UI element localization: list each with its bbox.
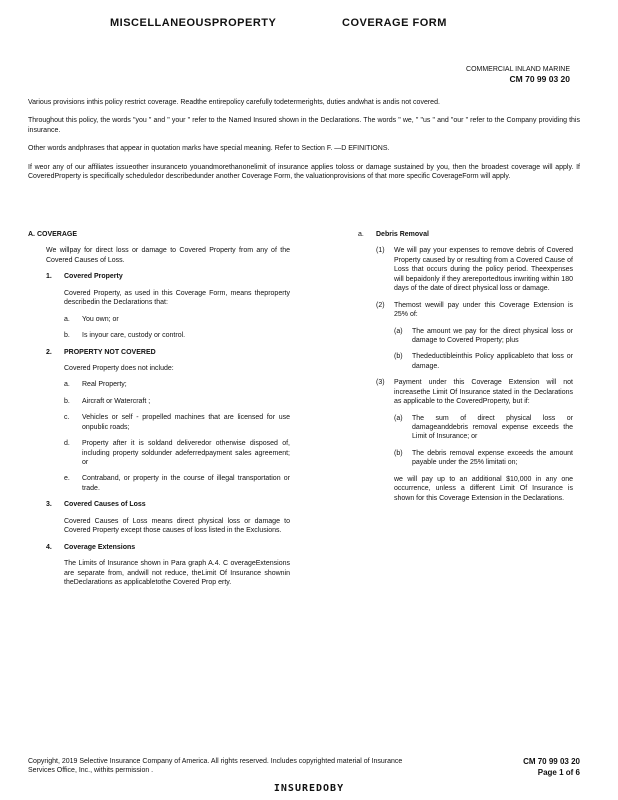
item-2-text: Covered Property does not include: — [64, 364, 174, 372]
form-title — [110, 16, 490, 31]
item-2b — [28, 397, 290, 406]
item-4-title: Coverage Extensions — [64, 543, 136, 551]
item-2e — [28, 474, 290, 493]
brand-watermark: INSUREDOBY — [273, 783, 345, 794]
clause-1-marker: (1) — [376, 247, 385, 255]
item-4-number: 4. — [46, 543, 52, 551]
page-number: Page 1 of 6 — [537, 767, 580, 777]
line-of-business: COMMERCIAL INLAND MARINE — [466, 66, 570, 73]
clause-2a-text: The amount we pay for the direct physical loss or damage to Covered Property; plus — [412, 327, 573, 344]
clause-3-marker: (3) — [376, 379, 385, 387]
section-a-heading: A. COVERAGE — [28, 231, 78, 238]
form-title-right: COVERAGE FORM — [342, 17, 447, 29]
item-3-number: 3. — [46, 501, 52, 509]
item-2a-text: Real Property; — [82, 381, 127, 389]
intro-section — [28, 98, 580, 191]
clause-2 — [358, 301, 573, 320]
clause-2a-marker: (a) — [394, 327, 403, 335]
item-1a-marker: a. — [64, 315, 70, 323]
item-1-heading — [28, 272, 290, 281]
clause-1-text: We will pay your expenses to remove debris of Covered Property caused by or resulting from a Covered Cause of Loss that occurs during the policy period. Theexpenses will bepaidonly if they arereportedtous inwriting within 180 days of the date of direct physical loss or damage. — [394, 247, 573, 293]
item-2-title: PROPERTY NOT COVERED — [64, 348, 156, 356]
right-column — [358, 230, 573, 510]
item-3-heading — [28, 500, 290, 509]
item-2c-marker: c. — [64, 414, 70, 422]
clause-3b-marker: (b) — [394, 449, 403, 457]
item-2-number: 2. — [46, 348, 52, 356]
form-header-info — [466, 65, 570, 86]
item-3-title: Covered Causes of Loss — [64, 501, 146, 509]
copyright-notice: Copyright, 2019 Selective Insurance Company of America. All rights reserved. Includes copyrighted material of Insurance Services Office, Inc., withits permission . — [28, 758, 403, 775]
item-1-text: Covered Property, as used in this Coverage Form, means theproperty describedin the Declarations that: — [64, 289, 290, 307]
item-2e-text: Contraband, or property in the course of illegal transportation or trade. — [82, 475, 290, 492]
clause-2b-marker: (b) — [394, 353, 403, 361]
item-2b-text: Aircraft or Watercraft ; — [82, 397, 151, 405]
item-1-number: 1. — [46, 273, 52, 281]
clause-3b-text: The debris removal expense exceeds the amount payable under the 25% limitati on; — [412, 449, 573, 467]
item-1b-text: Is inyour care, custody or control. — [82, 332, 186, 340]
item-2d-text: Property after it is soldand deliveredor otherwise disposed of, including property soldunder adeferredpayment sales agreement; or — [82, 440, 290, 466]
footer-form-number: CM 70 99 03 20 — [523, 757, 580, 766]
intro-paragraph-4: If weor any of our affiliates issueother insuranceto youandmorethanonelimit of insurance applies toloss or damage sustained by you, then the broadest coverage will apply. If CoveredProperty is specifically scheduledor describedunder another Coverage Form, the valuationprovisions of that more specific CoverageForm will apply. — [28, 163, 580, 181]
clause-3b — [358, 449, 573, 468]
form-title-left: MISCELLANEOUSPROPERTY — [110, 17, 277, 29]
item-1a-text: You own; or — [82, 315, 119, 323]
item-2c-text: Vehicles or self - propelled machines that are licensed for use onpublic roads; — [82, 414, 290, 431]
footer-form-info — [523, 757, 580, 779]
clause-3 — [358, 378, 573, 406]
clause-2a — [358, 327, 573, 346]
item-1-title: Covered Property — [64, 273, 123, 281]
item-2e-marker: e. — [64, 475, 70, 483]
intro-paragraph-1: Various provisions inthis policy restrict coverage. Readthe entirepolicy carefully todetermerights, duties andwhat is andis not covered. — [28, 99, 440, 106]
clause-1 — [358, 246, 573, 293]
coverage-intro: We willpay for direct loss or damage to Covered Property from any of the Covered Causes of Loss. — [46, 247, 290, 264]
clause-3a-marker: (a) — [394, 414, 403, 422]
item-1a — [28, 315, 290, 324]
form-number-header: CM 70 99 03 20 — [509, 74, 570, 85]
item-4-heading — [28, 543, 290, 552]
clause-2-text: Themost wewill pay under this Coverage Extension is 25% of: — [394, 301, 573, 319]
intro-paragraph-3: Other words andphrases that appear in quotation marks have special meaning. Refer to Section F. —D EFINITIONS. — [28, 145, 390, 153]
intro-paragraph-2: Throughout this policy, the words "you " and " your " refer to the Named Insured shown in the Declarations. The words " we, " "us " and "our " refer to the Company providing this insurance. — [28, 117, 580, 134]
item-1b — [28, 331, 290, 340]
item-2b-marker: b. — [64, 397, 70, 405]
clause-2b-text: Thedeductibleinthis Policy applicableto that loss or damage. — [412, 353, 573, 370]
debris-removal-marker: a. — [358, 231, 364, 238]
debris-removal-heading — [358, 230, 573, 239]
clause-3a — [358, 414, 573, 442]
item-1b-marker: b. — [64, 332, 70, 340]
clause-3-tail: we will pay up to an additional $10,000 in any one occurrence, unless a different Limit Of Insurance is shown for this Coverage Extension in the Declarations. — [394, 475, 573, 502]
item-2d — [28, 439, 290, 467]
item-2d-marker: d. — [64, 440, 70, 448]
item-4-text: The Limits of Insurance shown in Para graph A.4. C overageExtensions are separate from, andwill not reduce, theLimit Of Insurance shownin theDeclarations as applicabletothe Covered Prop erty. — [64, 560, 290, 586]
debris-removal-title: Debris Removal — [376, 231, 429, 238]
item-2c — [28, 413, 290, 432]
clause-3-text: Payment under this Coverage Extension will not increasethe Limit Of Insurance stated in the Declarations as applicable to the CoveredProperty, but if: — [394, 379, 573, 406]
clause-3a-text: The sum of direct physical loss or damageanddebris removal expense exceeds the Limit of Insurance; or — [412, 414, 573, 441]
item-2a-marker: a. — [64, 381, 70, 389]
clause-2b — [358, 352, 573, 371]
left-column — [28, 230, 290, 594]
clause-2-marker: (2) — [376, 301, 385, 309]
item-3-text: Covered Causes of Loss means direct physical loss or damage to Covered Property except those causes of loss listed in the Exclusions. — [64, 517, 290, 535]
item-2a — [28, 380, 290, 389]
item-2-heading — [28, 348, 290, 357]
